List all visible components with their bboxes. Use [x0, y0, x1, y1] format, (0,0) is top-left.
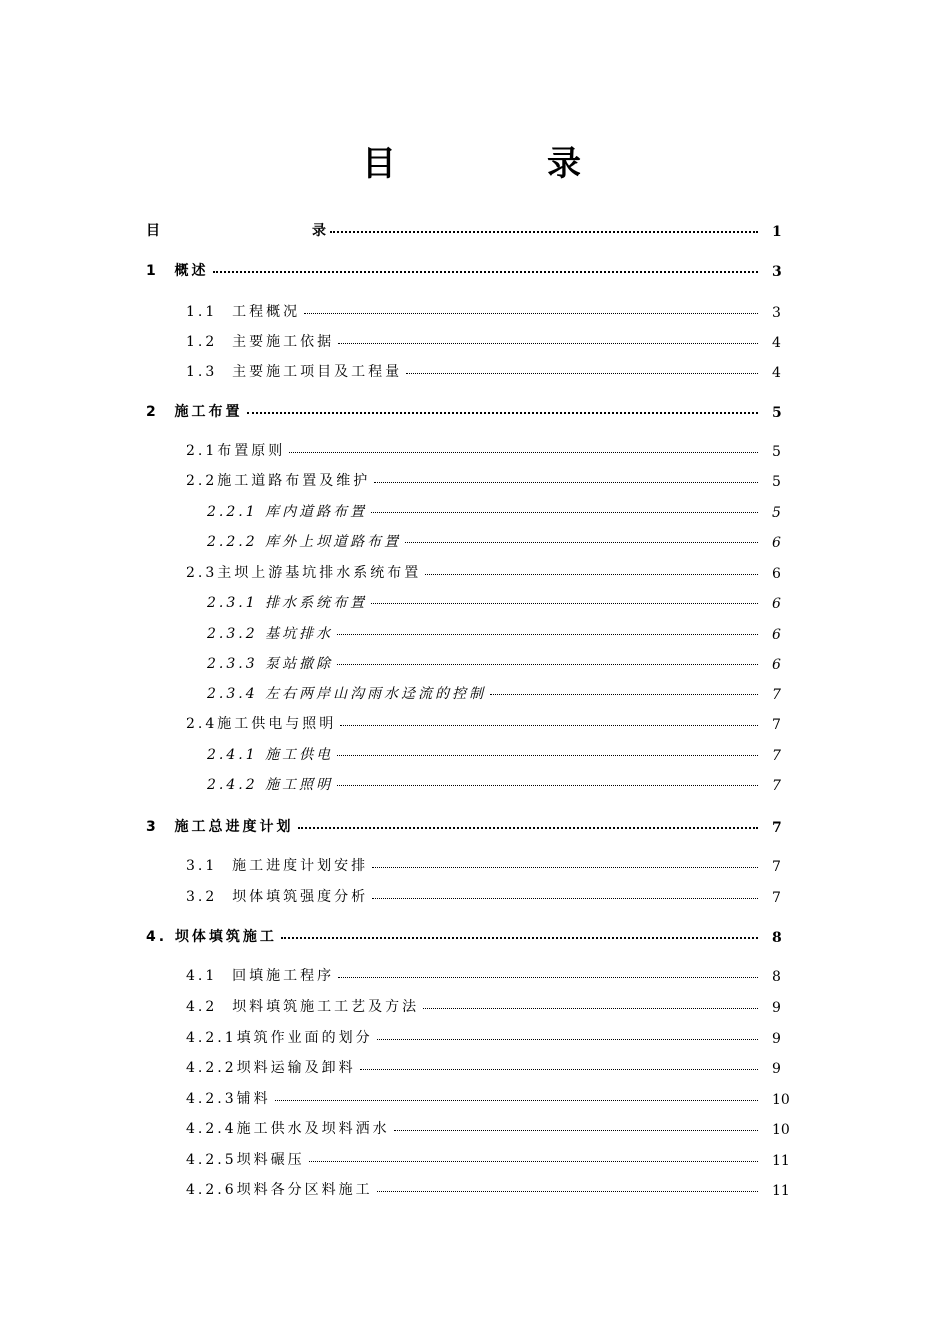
toc-page-number: 9: [772, 1031, 781, 1047]
toc-entry-label: 2.4施工供电与照明: [186, 716, 337, 732]
toc-dot-leader: [304, 313, 758, 314]
toc-entry-label: 3.2 坝体填筑强度分析: [186, 889, 369, 905]
toc-dot-leader: [374, 482, 758, 483]
toc-page-number: 11: [772, 1153, 790, 1169]
toc-entry-label: 4.2.3铺料: [186, 1091, 271, 1107]
toc-entry[interactable]: [207, 647, 781, 673]
toc-page-number: 6: [772, 566, 781, 582]
toc-page-number: 7: [772, 859, 781, 875]
toc-dot-leader: [247, 412, 759, 414]
toc-dot-leader: [330, 231, 758, 233]
toc-entry[interactable]: [186, 325, 781, 351]
toc-dot-leader: [371, 512, 758, 513]
toc-entry[interactable]: [186, 707, 781, 733]
toc-entry-label: 2.2施工道路布置及维护: [186, 473, 371, 489]
toc-page-number: 7: [772, 820, 782, 836]
toc-entry[interactable]: [186, 1082, 790, 1108]
toc-dot-leader: [371, 603, 758, 604]
toc-page-number: 7: [772, 748, 781, 764]
toc-entry[interactable]: [207, 768, 781, 794]
toc-page-number: 5: [772, 444, 781, 460]
toc-entry-label: 4.2 坝料填筑施工工艺及方法: [186, 999, 420, 1015]
toc-entry-label: 2 施工布置: [146, 404, 243, 420]
toc-entry[interactable]: [186, 880, 781, 906]
toc-entry[interactable]: [186, 1021, 781, 1047]
toc-entry[interactable]: [146, 214, 782, 240]
toc-page-number: 10: [772, 1122, 790, 1138]
toc-page-number: 3: [772, 264, 782, 280]
toc-entry[interactable]: [207, 495, 781, 521]
toc-dot-leader: [338, 977, 758, 978]
toc-dot-leader: [337, 664, 758, 665]
toc-entry-label: 2.2.2 库外上坝道路布置: [207, 534, 402, 550]
toc-entry-label: 4. 坝体填筑施工: [146, 929, 277, 945]
title-char-2: 录: [547, 144, 581, 184]
toc-entry-label: 2.3主坝上游基坑排水系统布置: [186, 565, 422, 581]
toc-dot-leader: [360, 1069, 758, 1070]
toc-page-number: 5: [772, 474, 781, 490]
toc-page-number: 5: [772, 405, 782, 421]
toc-entry[interactable]: [186, 1051, 781, 1077]
toc-dot-leader: [337, 634, 758, 635]
toc-entry-label: 目 录: [146, 223, 326, 239]
toc-entry-label: 2.3.2 基坑排水: [207, 626, 334, 642]
toc-page-number: 7: [772, 717, 781, 733]
toc-dot-leader: [281, 937, 758, 939]
toc-page-number: 4: [772, 365, 781, 381]
toc-page-number: 8: [772, 930, 782, 946]
toc-page-number: 4: [772, 335, 781, 351]
toc-dot-leader: [490, 694, 758, 695]
toc-entry[interactable]: [146, 810, 782, 836]
toc-dot-leader: [338, 343, 758, 344]
toc-dot-leader: [425, 574, 758, 575]
toc-entry[interactable]: [186, 1112, 790, 1138]
toc-entry-label: 4.2.5坝料碾压: [186, 1152, 305, 1168]
toc-page-number: 1: [772, 224, 782, 240]
toc-page-number: 8: [772, 969, 781, 985]
toc-entry-label: 4.2.1填筑作业面的划分: [186, 1030, 373, 1046]
toc-entry-label: 2.4.2 施工照明: [207, 777, 334, 793]
toc-entry-label: 1.3 主要施工项目及工程量: [186, 364, 403, 380]
toc-dot-leader: [309, 1161, 758, 1162]
toc-page-number: 9: [772, 1000, 781, 1016]
toc-page-number: 7: [772, 890, 781, 906]
toc-entry-label: 2.4.1 施工供电: [207, 747, 334, 763]
title-char-1: 目: [362, 144, 396, 184]
toc-page-number: 9: [772, 1061, 781, 1077]
toc-entry-label: 2.2.1 库内道路布置: [207, 504, 368, 520]
toc-entry[interactable]: [146, 395, 782, 421]
toc-entry[interactable]: [207, 586, 781, 612]
toc-page-number: 6: [772, 596, 781, 612]
toc-entry[interactable]: [207, 738, 781, 764]
toc-entry-label: 1.1 工程概况: [186, 304, 301, 320]
toc-entry[interactable]: [186, 355, 781, 381]
toc-page-number: 6: [772, 535, 781, 551]
toc-entry[interactable]: [186, 434, 781, 460]
toc-entry[interactable]: [186, 556, 781, 582]
toc-entry[interactable]: [186, 1173, 790, 1199]
toc-dot-leader: [340, 725, 758, 726]
toc-dot-leader: [213, 271, 759, 273]
toc-entry-label: 4.2.6坝料各分区料施工: [186, 1182, 373, 1198]
toc-page-number: 5: [772, 505, 781, 521]
toc-entry-label: 2.3.3 泵站撤除: [207, 656, 334, 672]
toc-dot-leader: [275, 1100, 758, 1101]
toc-dot-leader: [337, 755, 758, 756]
toc-dot-leader: [298, 827, 759, 829]
toc-page-number: 6: [772, 657, 781, 673]
toc-dot-leader: [394, 1130, 758, 1131]
toc-dot-leader: [377, 1191, 758, 1192]
toc-entry[interactable]: [207, 677, 781, 703]
toc-dot-leader: [337, 785, 758, 786]
toc-page-number: 11: [772, 1183, 790, 1199]
toc-entry[interactable]: [186, 959, 781, 985]
toc-entry-label: 4.2.4施工供水及坝料洒水: [186, 1121, 390, 1137]
toc-entry-label: 4.1 回填施工程序: [186, 968, 335, 984]
toc-entry-label: 2.1布置原则: [186, 443, 286, 459]
toc-page-number: 7: [772, 687, 781, 703]
toc-entry[interactable]: [146, 920, 782, 946]
toc-entry-label: 1.2 主要施工依据: [186, 334, 335, 350]
toc-entry[interactable]: [207, 617, 781, 643]
toc-entry[interactable]: [186, 990, 781, 1016]
toc-entry[interactable]: [186, 464, 781, 490]
toc-dot-leader: [289, 452, 758, 453]
toc-entry-label: 2.3.1 排水系统布置: [207, 595, 368, 611]
toc-entry[interactable]: [186, 1143, 790, 1169]
toc-dot-leader: [406, 373, 758, 374]
toc-page-number: 6: [772, 627, 781, 643]
toc-page-number: 3: [772, 305, 781, 321]
toc-entry[interactable]: [186, 295, 781, 321]
toc-entry[interactable]: [146, 254, 782, 280]
toc-dot-leader: [405, 542, 758, 543]
toc-dot-leader: [423, 1008, 758, 1009]
toc-entry[interactable]: [186, 849, 781, 875]
toc-entry-label: 4.2.2坝料运输及卸料: [186, 1060, 356, 1076]
toc-entry-label: 2.3.4 左右两岸山沟雨水迳流的控制: [207, 686, 487, 702]
toc-page-number: 7: [772, 778, 781, 794]
toc-dot-leader: [372, 898, 758, 899]
toc-page-number: 10: [772, 1092, 790, 1108]
toc-dot-leader: [372, 867, 758, 868]
toc-entry-label: 3.1 施工进度计划安排: [186, 858, 369, 874]
toc-entry[interactable]: [207, 525, 781, 551]
toc-entry-label: 1 概述: [146, 263, 209, 279]
toc-dot-leader: [377, 1039, 758, 1040]
toc-entry-label: 3 施工总进度计划: [146, 819, 294, 835]
